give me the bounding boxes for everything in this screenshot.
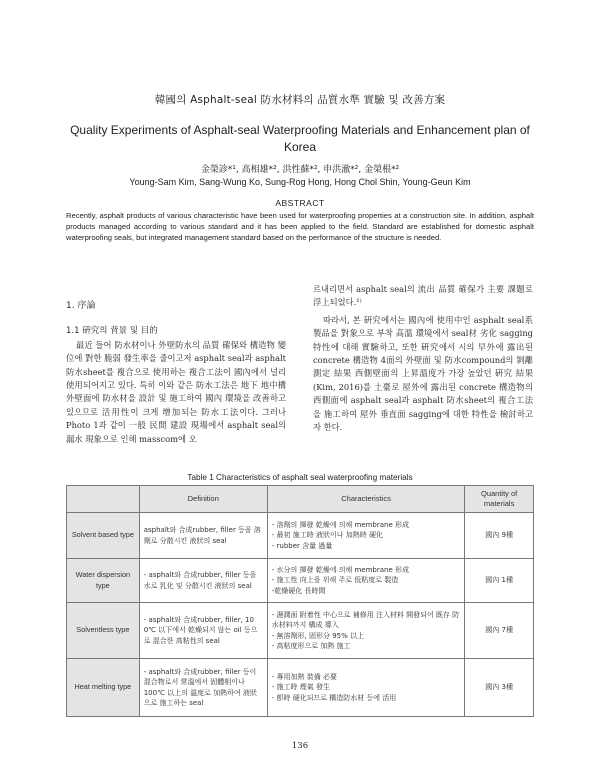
characteristic-line: - 濕潤面 附着性 中心으로 補修用 注入材料 開發되어 既存 防水材料까지 構成 導入 (271, 610, 460, 629)
characteristic-line: - 高粘度形으로 加熱 施工 (271, 642, 351, 650)
table-header-cell: Quantity of materials (465, 486, 534, 513)
characteristic-line: - 施工時 煙氣 發生 (271, 683, 330, 692)
abstract-text: Recently, asphalt products of various characteristic have been used for waterproofing properties at a construction site. In addition, asphalt products managed according to various standard and it has been applied to the field. Standard are established for domestic asphalt waterproofing seals, but integrated management standard based on the performance of the structure is needed. (66, 211, 534, 243)
table-cell-definition: - asphalt와 合成rubber, filler 등이 混合物로서 常溫에서 固體相이나 100℃ 以上의 溫度로 加熱하여 液狀으로 施工하는 seal (139, 659, 267, 717)
table-header-cell: Characteristics (267, 486, 465, 513)
table-cell-type: Solventless type (67, 603, 140, 659)
characteristic-line: - 水分의 揮發 乾燥에 의해 membrane 形成 (271, 565, 410, 574)
table-cell-definition: asphalt와 合成rubber, filler 등을 溶劑로 分散시킨 液狀의 seal (139, 513, 267, 559)
characteristic-line: - 施工性 向上을 위해 주로 低粘度로 製造 (271, 576, 399, 585)
authors-english: Young-Sam Kim, Sang-Wung Ko, Sung-Rog Hong, Hong Chol Shin, Young-Geun Kim (129, 177, 471, 187)
table-cell-quantity: 國內 3種 (465, 659, 534, 717)
characteristic-line: - 無溶劑形, 固形分 95% 以上 (271, 631, 364, 640)
authors-korean: 金榮診*¹, 高相雄*², 洪性蘇*², 申洪澈*², 金榮根*² (200, 165, 400, 175)
characteristics-table (66, 485, 534, 717)
table-cell-quantity: 國內 1種 (465, 559, 534, 603)
table-row (67, 659, 534, 717)
characteristic-line: - 最初 施工時 液狀이나 加熱時 硬化 (271, 531, 383, 540)
table-cell-type: Heat melting type (67, 659, 140, 717)
english-title: Quality Experiments of Asphalt-seal Waterproofing Materials and Enhancement plan of Korea (70, 123, 530, 154)
table-header-row (67, 486, 534, 513)
table-cell-characteristics (267, 659, 465, 717)
table-cell-quantity: 國內 7種 (465, 603, 534, 659)
table-header-cell (67, 486, 140, 513)
characteristic-line: - 卽時 硬化되므로 構造防水材 등에 活用 (271, 693, 397, 702)
characteristic-line: - rubber 含量 過量 (271, 541, 333, 550)
table-row (67, 603, 534, 659)
table-cell-definition: - asphalt와 合成rubber, filler, 10 0℃ 以下에서 乾燥되지 않는 oil 등으로 混合한 高粘性의 seal (139, 603, 267, 659)
table-row (67, 559, 534, 603)
right-body-paragraph-1: 르내리면서 asphalt seal의 流出 品質 確保가 主要 課題로 浮上되었다.¹⁾ (313, 284, 533, 308)
subsection-heading-background: 1.1 硏究의 背景 및 目的 (66, 326, 158, 337)
right-body-paragraph-2: 따라서, 본 硏究에서는 國內에 使用中인 asphalt seal系 製品을 對象으로 부착 高溫 環境에서 seal材 劣化 sagging 特性에 대해 實驗하고, 또한 硏究에서 시의 早外에 露出된 concrete 構造物 4面의 外壁面 및 防水compound의 剝離 測定 結果 西側壁面의 上昇溫度가 가장 높았던 硏究 結果(Kim, 2016)를 土臺로 屋外에 露出된 concrete 構造物의 西側面에 asphalt seal과 asphalt 防水sheet의 複合工法을 施工하여 屋外 垂直面 sagging에 대한 特性을 檢討하고자 한다. (313, 314, 533, 433)
korean-title: 韓國의 Asphalt-seal 防水材料의 品質水準 實驗 및 改善方案 (154, 94, 446, 106)
table-row (67, 513, 534, 559)
right-column (313, 283, 533, 434)
table-caption: Table 1 Characteristics of asphalt seal waterproofing materials (187, 473, 413, 482)
table-cell-definition: - asphalt와 合成rubber, filler 등을 水로 乳化 및 分散시킨 液狀의 seal (139, 559, 267, 603)
page-number: 136 (291, 741, 309, 751)
table-cell-characteristics (267, 603, 465, 659)
table-header-cell: Definition (139, 486, 267, 513)
table-cell-quantity: 國內 9種 (465, 513, 534, 559)
section-heading-introduction: 1. 序論 (66, 301, 96, 311)
table-cell-type: Solvent based type (67, 513, 140, 559)
left-column (66, 300, 286, 446)
abstract-heading: ABSTRACT (275, 198, 325, 208)
characteristic-line: - 專用加熱 裝備 必要 (271, 672, 337, 681)
characteristic-line: - 溶劑의 揮發 乾燥에 의해 membrane 形成 (271, 520, 410, 529)
table-cell-type: Water dispersion type (67, 559, 140, 603)
table-cell-characteristics (267, 513, 465, 559)
table-cell-characteristics (267, 559, 465, 603)
left-body-paragraph: 最近 들어 防水材이나 外壁防水의 品質 確保와 構造物 變位에 對한 脆弱 發生率을 줄이고저 asphalt seal과 asphalt 防水sheet를 複合으로 使用하는 複合工法이 國內에서 널리 使用되어지고 있다. 특히 이와 같은 防水工法은 地下 地中構 外壁面에 防水材을 設計 및 施工하여 國內 環境을 改善하고 있으므로 活用性이 크게 增加되는 防水工法이다. 그러나 Photo 1과 같이 一般 民間 建設 現場에서 asphalt seal의 漏水 現象으로 인해 masscom에 오 (66, 339, 286, 444)
characteristic-line: -乾燥硬化 長時間 (271, 586, 326, 595)
